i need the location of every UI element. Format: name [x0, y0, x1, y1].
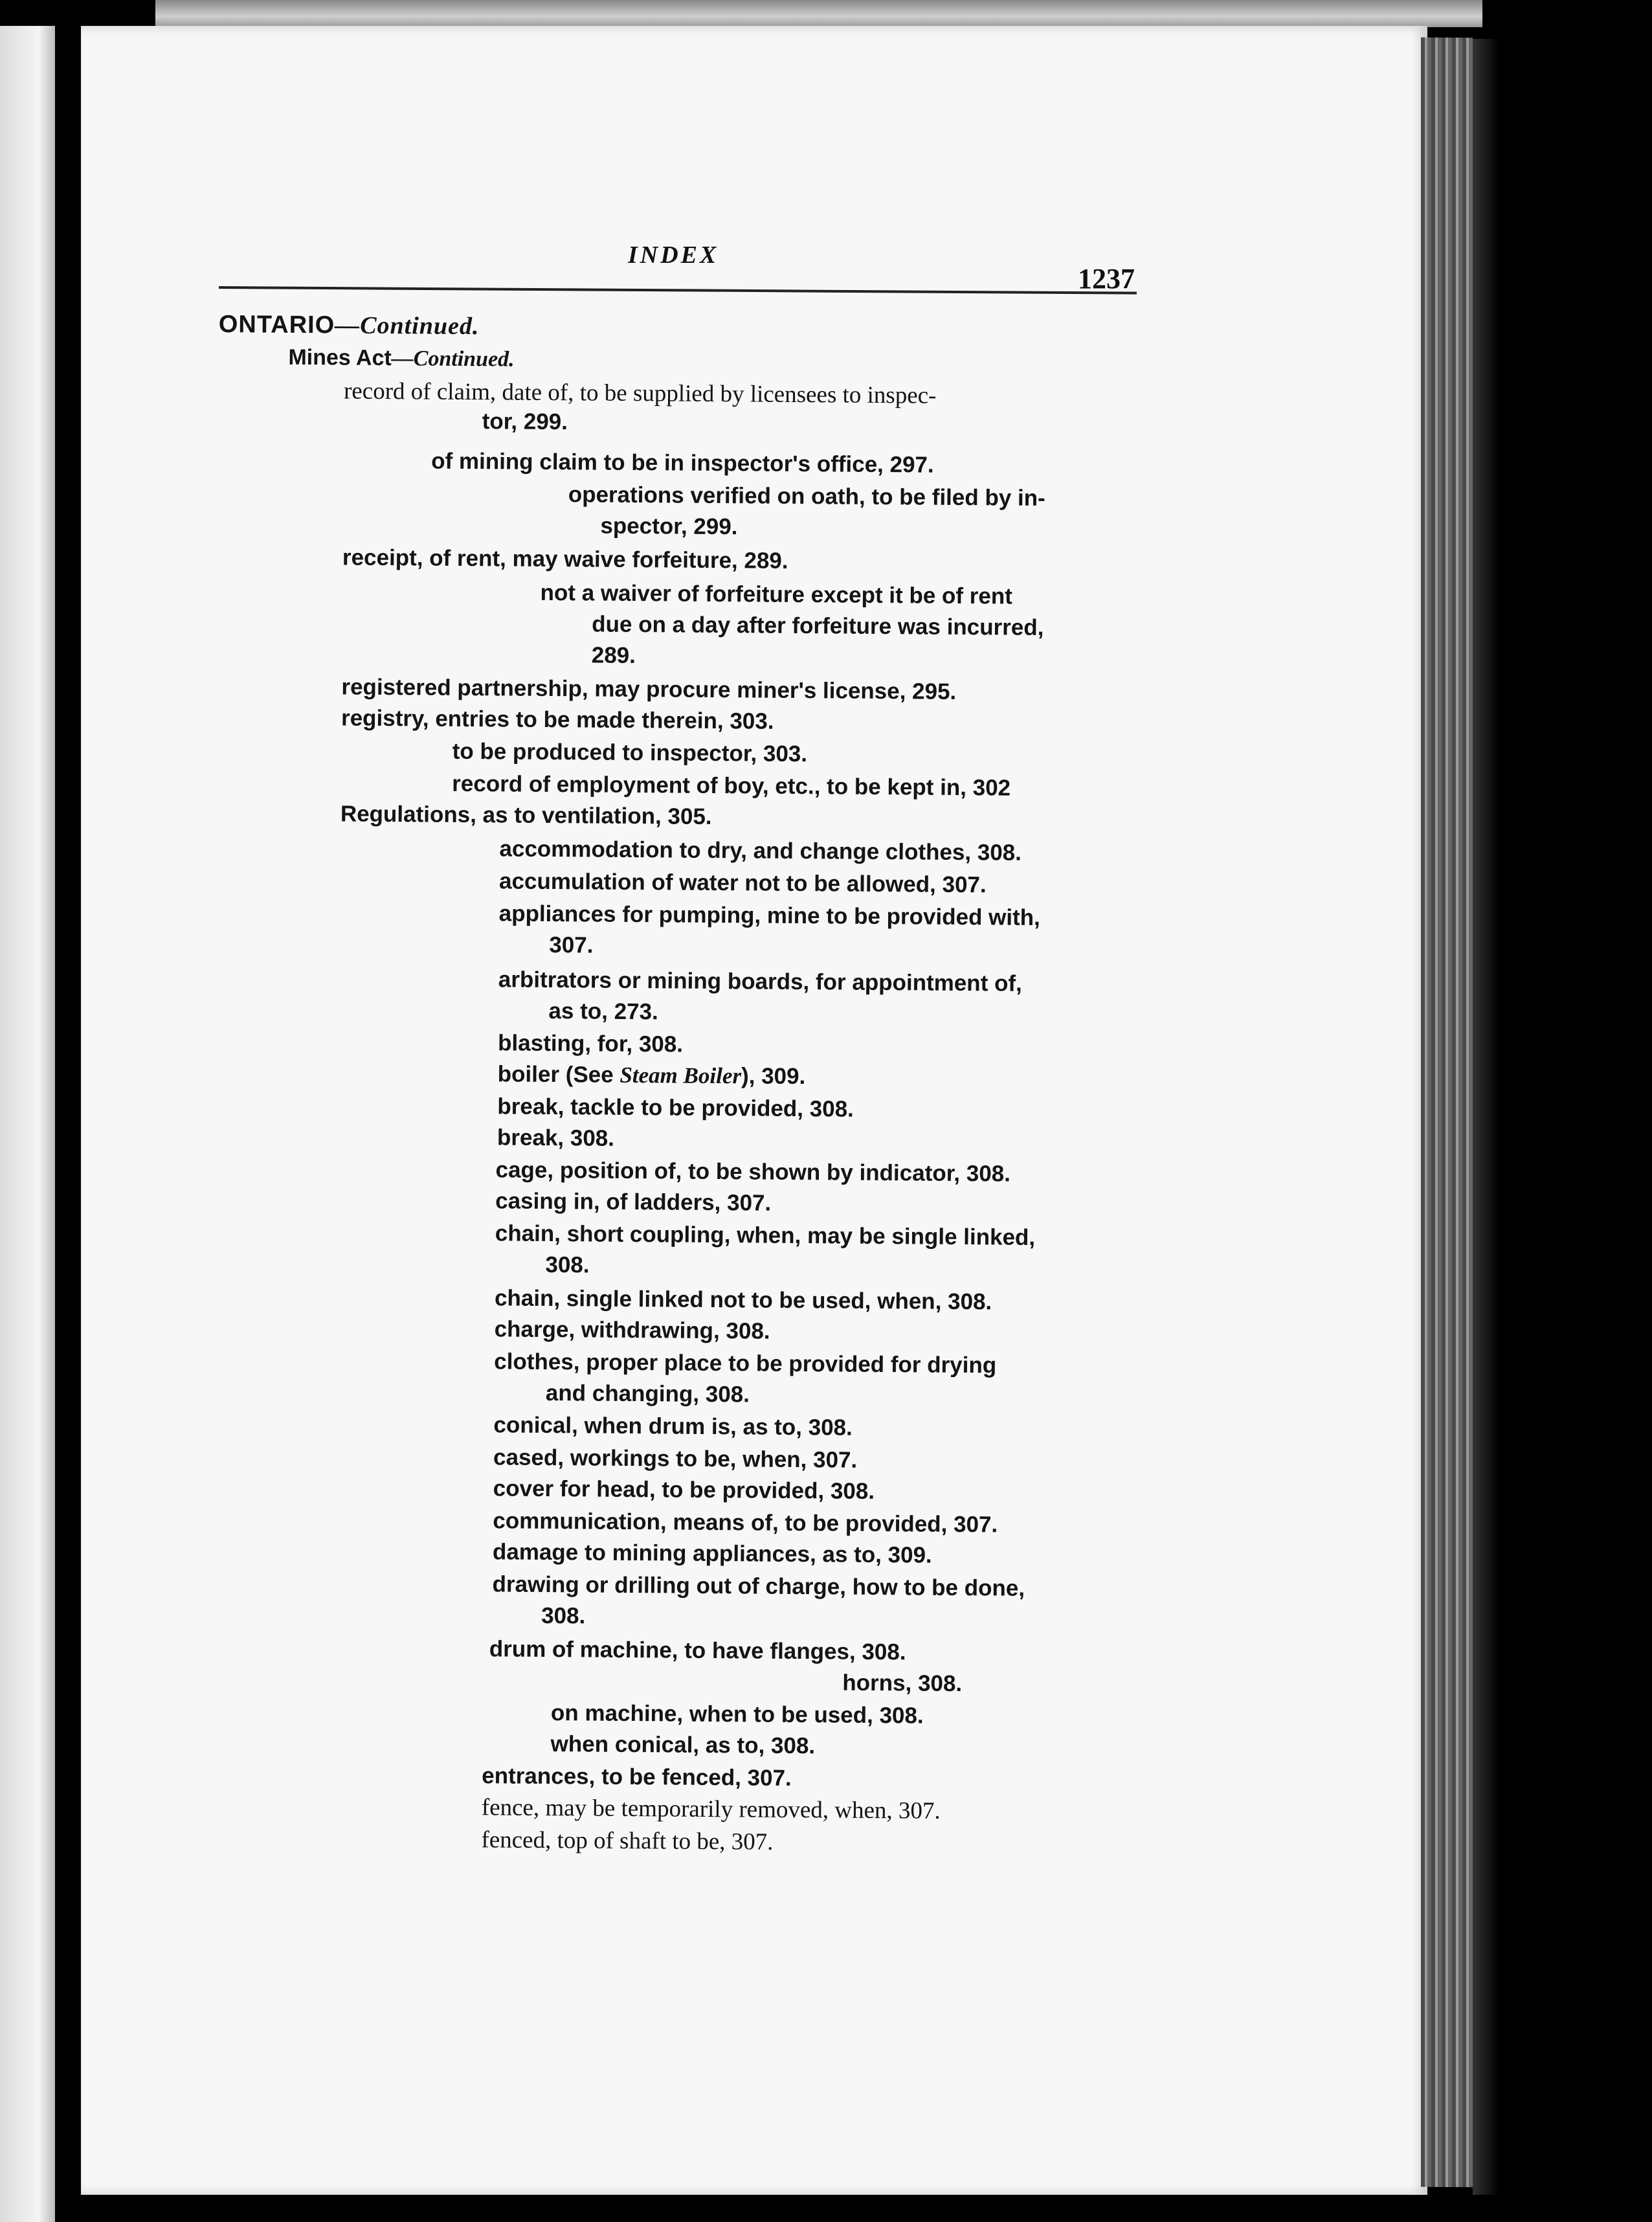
index-entry: entrances, to be fenced, 307.	[482, 1763, 792, 1791]
index-entry: charge, withdrawing, 308.	[494, 1316, 770, 1344]
index-entry: when conical, as to, 308.	[550, 1731, 816, 1759]
index-entry: not a waiver of forfeiture except it be of rent	[540, 579, 1013, 609]
heading-continued: —Continued.	[335, 311, 480, 341]
index-entry: fence, may be temporarily removed, when, 307.	[481, 1794, 941, 1824]
index-entry: as to, 273.	[548, 998, 658, 1025]
index-entry: registered partnership, may procure miner's license, 295.	[341, 674, 957, 704]
index-entry: to be produced to inspector, 303.	[452, 738, 808, 767]
index-entry: record of employment of boy, etc., to be kept in, 302	[452, 770, 1011, 801]
index-entry: appliances for pumping, mine to be provided with,	[498, 901, 1041, 930]
index-entry: 289.	[591, 642, 636, 669]
index-entry: cased, workings to be, when, 307.	[493, 1444, 858, 1473]
cross-reference: Steam Boiler	[620, 1062, 742, 1089]
index-entry: operations verified on oath, to be filed by in-	[568, 482, 1045, 511]
index-entry: communication, means of, to be provided, 307.	[493, 1508, 998, 1538]
index-entry: registry, entries to be made therein, 303.	[340, 705, 774, 734]
index-entry: of mining claim to be in inspector's office, 297.	[431, 448, 934, 478]
index-entry: clothes, proper place to be provided for drying	[494, 1349, 997, 1378]
index-entry: record of claim, date of, to be supplied by licensees to inspec-	[343, 377, 937, 409]
index-entry	[498, 1062, 806, 1088]
index-entry: drum of machine, to have flanges, 308.	[489, 1636, 906, 1665]
index-entry: break, 308.	[497, 1125, 615, 1151]
index-entry: horns, 308.	[842, 1670, 963, 1697]
heading-ontario	[219, 312, 480, 339]
index-entry: accumulation of water not to be allowed, 307.	[498, 868, 987, 898]
index-entry: 307.	[549, 932, 594, 958]
index-entry: blasting, for, 308.	[497, 1030, 684, 1057]
index-entry: conical, when drum is, as to, 308.	[493, 1412, 853, 1441]
index-entry: fenced, top of shaft to be, 307.	[481, 1826, 774, 1856]
index-entry: chain, single linked not to be used, when, 308.	[494, 1285, 992, 1315]
index-entry: cage, position of, to be shown by indicator, 308.	[495, 1157, 1011, 1187]
index-entry: on machine, when to be used, 308.	[550, 1700, 924, 1729]
index-entry: break, tackle to be provided, 308.	[497, 1094, 854, 1122]
entry-text: boiler (See	[497, 1061, 620, 1088]
index-entry: drawing or drilling out of charge, how to be done,	[492, 1571, 1025, 1601]
subheading-continued: —Continued.	[391, 346, 515, 372]
subheading-word: Mines Act	[288, 344, 392, 371]
heading-word: ONTARIO	[218, 310, 335, 339]
left-page-edge	[0, 26, 55, 2222]
page-edge-stack	[1421, 38, 1473, 2187]
index-entry: accommodation to dry, and change clothes, 308.	[499, 836, 1022, 866]
index-entry: cover for head, to be provided, 308.	[493, 1476, 875, 1504]
index-entry: spector, 299.	[600, 513, 738, 540]
index-entry: arbitrators or mining boards, for appointment of,	[498, 967, 1022, 996]
index-entry: 308.	[545, 1251, 590, 1278]
index-entry: due on a day after forfeiture was incurred,	[592, 611, 1044, 641]
page-number: 1237	[1078, 263, 1135, 295]
index-entry: casing in, of ladders, 307.	[495, 1188, 772, 1216]
index-entry: and changing, 308.	[545, 1380, 750, 1408]
index-entry: tor, 299.	[482, 409, 568, 435]
index-entry: damage to mining appliances, as to, 309.	[492, 1539, 932, 1568]
running-head: INDEX	[628, 241, 719, 269]
binding-shadow	[1473, 39, 1499, 2195]
entry-text: ), 309.	[741, 1063, 806, 1090]
index-entry: chain, short coupling, when, may be single linked,	[495, 1220, 1036, 1250]
top-page-edge	[155, 0, 1482, 27]
index-entry: Regulations, as to ventilation, 305.	[340, 801, 712, 829]
heading-mines-act	[288, 346, 514, 371]
index-entry: receipt, of rent, may waive forfeiture, 289.	[342, 544, 788, 574]
index-entry: 308.	[541, 1602, 586, 1629]
